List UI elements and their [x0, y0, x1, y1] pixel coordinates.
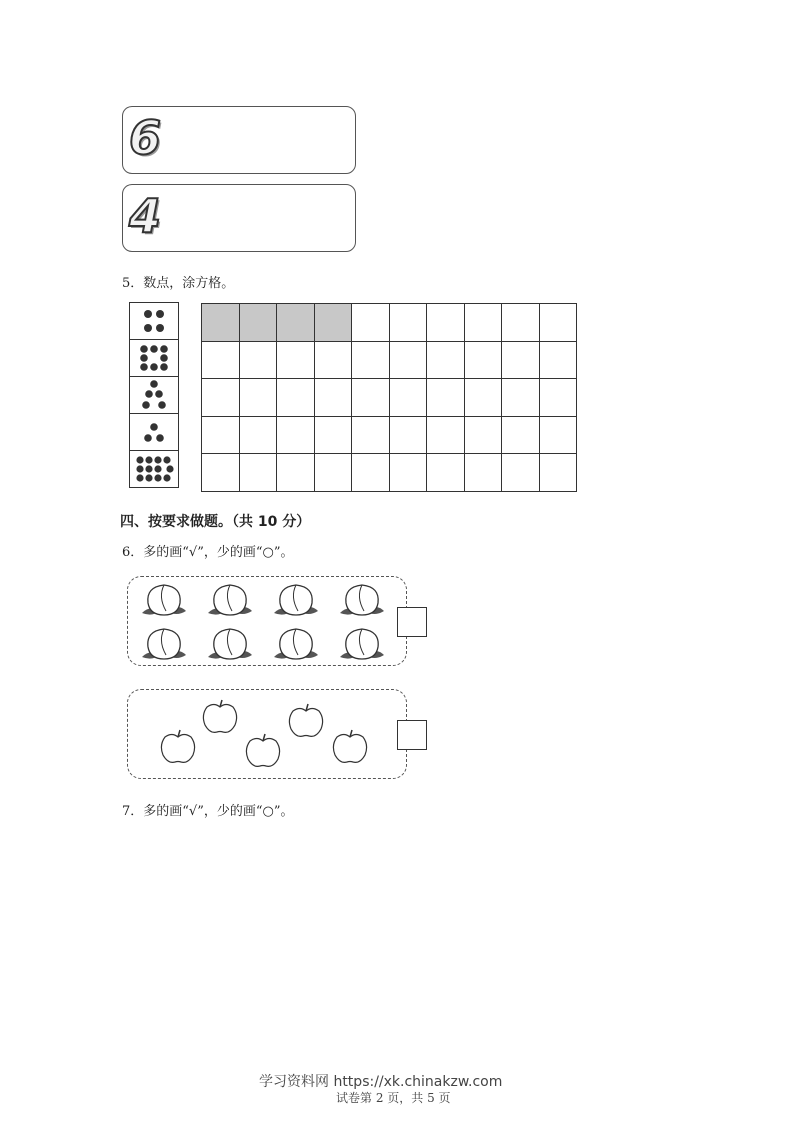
grid-row — [202, 416, 577, 454]
grid-cell[interactable] — [314, 416, 352, 454]
grid-cell[interactable] — [352, 304, 390, 342]
dots-five-icon — [130, 377, 178, 413]
grid-cell[interactable] — [277, 379, 315, 417]
grid-cell[interactable] — [389, 379, 427, 417]
grid-cell[interactable] — [427, 341, 465, 379]
dots-four-icon — [130, 303, 178, 339]
apples-group — [128, 690, 406, 778]
dots-six-icon — [130, 340, 178, 376]
grid-cell[interactable] — [277, 304, 315, 342]
peach-answer-box[interactable] — [397, 607, 427, 637]
apple-icon — [246, 734, 279, 766]
grid-cell[interactable] — [502, 341, 540, 379]
peach-icon — [340, 585, 384, 615]
number-four: 4 — [129, 189, 162, 243]
peach-icon — [142, 629, 186, 659]
apple-answer-box[interactable] — [397, 720, 427, 750]
grid-cell[interactable] — [352, 416, 390, 454]
dots-nine-icon — [130, 451, 178, 487]
grid-cell[interactable] — [389, 416, 427, 454]
apple-icon — [289, 704, 322, 736]
grid-cell[interactable] — [539, 304, 577, 342]
coloring-grid — [201, 303, 577, 492]
number-six: 6 — [129, 111, 162, 165]
watermark-text: 学习资料网 https://xk.chinakzw.com — [259, 1074, 503, 1090]
grid-cell[interactable] — [502, 454, 540, 492]
grid-cell[interactable] — [427, 416, 465, 454]
grid-cell[interactable] — [352, 341, 390, 379]
question-7-text: 7．多的画“√”，少的画“○”。 — [122, 804, 294, 819]
grid-cell[interactable] — [539, 416, 577, 454]
grid-cell[interactable] — [464, 454, 502, 492]
grid-cell[interactable] — [314, 304, 352, 342]
question-5-text: 5．数点，涂方格。 — [122, 276, 235, 291]
peach-icon — [142, 585, 186, 615]
dice-three — [129, 413, 179, 451]
grid-cell[interactable] — [427, 304, 465, 342]
grid-row — [202, 304, 577, 342]
grid-cell[interactable] — [502, 304, 540, 342]
grid-cell[interactable] — [202, 416, 240, 454]
grid-cell[interactable] — [277, 416, 315, 454]
grid-cell[interactable] — [202, 454, 240, 492]
grid-cell[interactable] — [427, 454, 465, 492]
grid-cell[interactable] — [389, 454, 427, 492]
dice-four — [129, 302, 179, 340]
grid-cell[interactable] — [464, 304, 502, 342]
grid-cell[interactable] — [389, 304, 427, 342]
grid-cell[interactable] — [239, 304, 277, 342]
dice-nine — [129, 450, 179, 488]
grid-cell[interactable] — [314, 379, 352, 417]
peach-icon — [340, 629, 384, 659]
dice-five — [129, 376, 179, 414]
grid-row — [202, 454, 577, 492]
peach-icon — [208, 629, 252, 659]
grid-cell[interactable] — [427, 379, 465, 417]
apple-icon — [333, 730, 366, 762]
peach-icon — [274, 585, 318, 615]
grid-cell[interactable] — [277, 454, 315, 492]
dice-six — [129, 339, 179, 377]
grid-row — [202, 379, 577, 417]
grid-cell[interactable] — [352, 379, 390, 417]
grid-cell[interactable] — [464, 416, 502, 454]
peach-box — [127, 576, 407, 666]
question-6-text: 6．多的画“√”，少的画“○”。 — [122, 545, 294, 560]
grid-cell[interactable] — [314, 341, 352, 379]
section-4-title: 四、按要求做题。（共 10 分） — [120, 514, 311, 530]
grid-cell[interactable] — [239, 341, 277, 379]
grid-cell[interactable] — [502, 416, 540, 454]
grid-cell[interactable] — [502, 379, 540, 417]
number-card-6 — [122, 106, 356, 174]
grid-cell[interactable] — [202, 379, 240, 417]
grid-cell[interactable] — [539, 379, 577, 417]
dice-column — [129, 303, 179, 488]
grid-cell[interactable] — [202, 304, 240, 342]
page-number: 试卷第 2 页，共 5 页 — [336, 1091, 451, 1105]
grid-cell[interactable] — [277, 341, 315, 379]
peaches-group — [128, 577, 406, 665]
apple-icon — [161, 730, 194, 762]
grid-cell[interactable] — [239, 454, 277, 492]
grid-cell[interactable] — [239, 416, 277, 454]
grid-row — [202, 341, 577, 379]
grid-cell[interactable] — [239, 379, 277, 417]
apple-box — [127, 689, 407, 779]
peach-icon — [274, 629, 318, 659]
grid-cell[interactable] — [389, 341, 427, 379]
dots-three-icon — [130, 414, 178, 450]
grid-cell[interactable] — [202, 341, 240, 379]
grid-cell[interactable] — [539, 454, 577, 492]
grid-cell[interactable] — [314, 454, 352, 492]
grid-cell[interactable] — [539, 341, 577, 379]
grid-cell[interactable] — [464, 379, 502, 417]
number-card-4 — [122, 184, 356, 252]
apple-icon — [203, 700, 236, 732]
grid-cell[interactable] — [352, 454, 390, 492]
peach-icon — [208, 585, 252, 615]
grid-cell[interactable] — [464, 341, 502, 379]
